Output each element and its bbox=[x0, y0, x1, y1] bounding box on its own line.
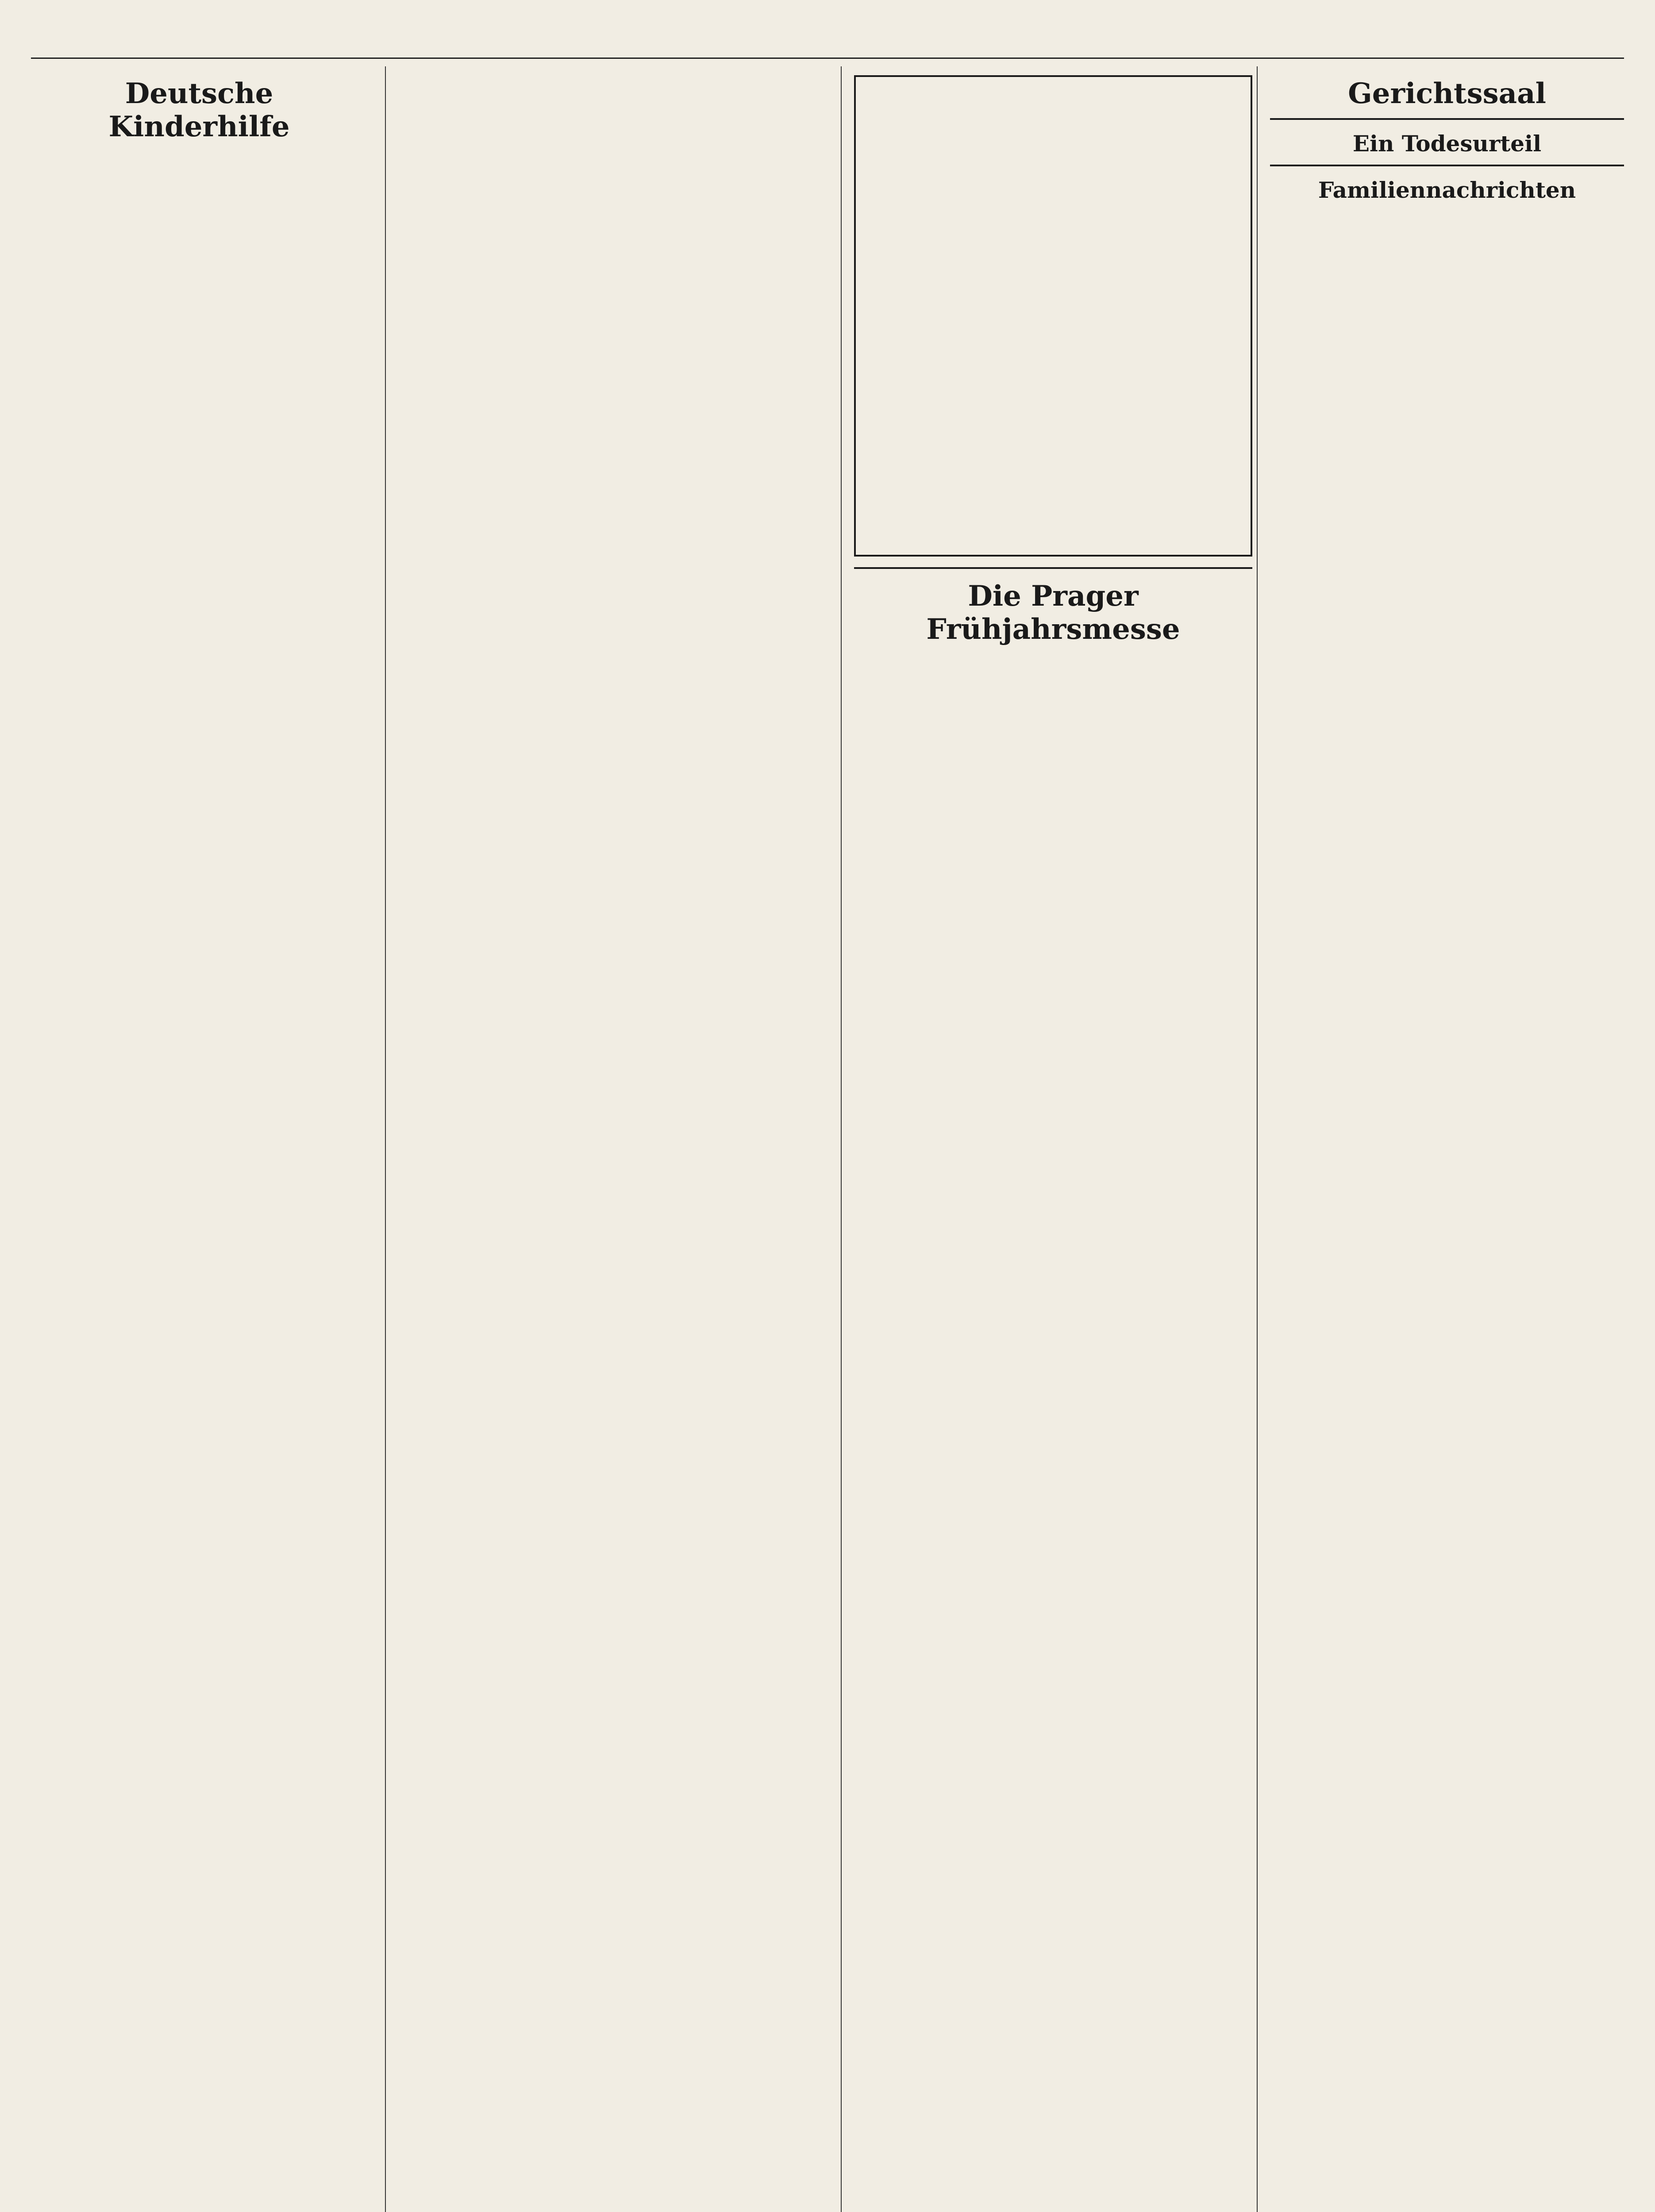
divider bbox=[1270, 118, 1624, 120]
family-title: Familiennachrichten bbox=[1318, 177, 1576, 203]
column-4 bbox=[1270, 66, 1624, 2212]
columns bbox=[31, 66, 1624, 2212]
divider bbox=[854, 567, 1252, 569]
kinderhilfe-title: Deutsche Kinderhilfe bbox=[108, 77, 290, 143]
court-title: Gerichtssaal bbox=[1348, 77, 1546, 110]
column-1 bbox=[31, 66, 367, 2212]
masthead bbox=[31, 18, 1624, 59]
column-2 bbox=[403, 66, 836, 2212]
fair-title: Die Prager Frühjahrsmesse bbox=[926, 580, 1180, 646]
divider bbox=[1270, 165, 1624, 166]
column-3 bbox=[854, 66, 1252, 2212]
advertisement bbox=[854, 75, 1252, 557]
verdict-title: Ein Todesurteil bbox=[1352, 131, 1542, 157]
